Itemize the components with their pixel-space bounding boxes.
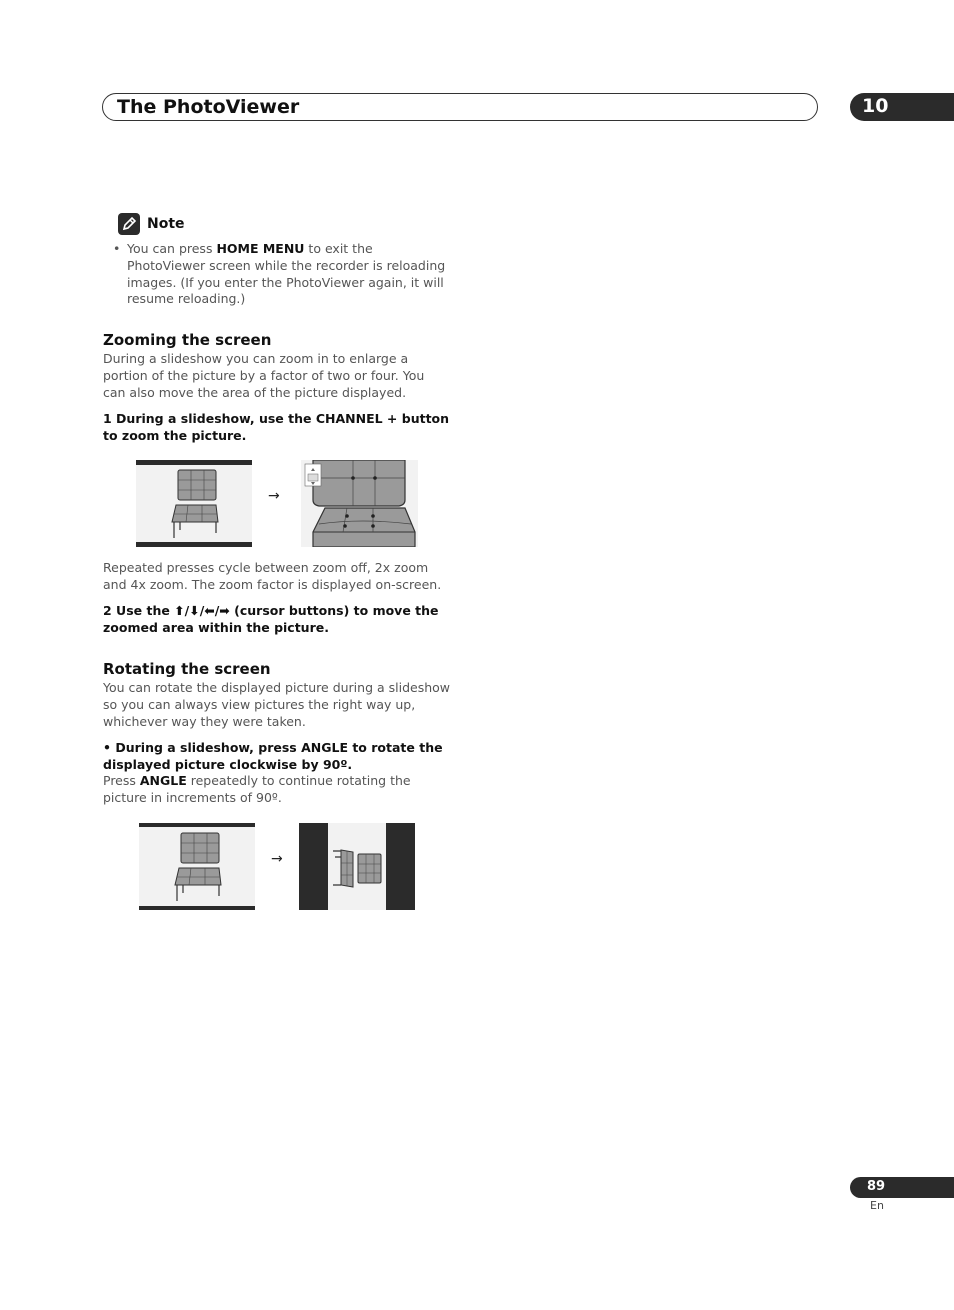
rotate-intro: You can rotate the displayed picture during a slideshow so you can always view pictures the right way up, whichever way they were taken. <box>103 680 451 729</box>
page-number-tab <box>850 1177 954 1198</box>
zoom-heading: Zooming the screen <box>103 331 272 349</box>
zoom-before-figure <box>136 460 252 547</box>
rotate-press-end: repeatedly to continue rotating the picture in increments of 90º. <box>103 773 411 805</box>
page-title: The PhotoViewer <box>117 96 300 118</box>
zoom-cycle-text: Repeated presses cycle between zoom off, 2x zoom and 4x zoom. The zoom factor is displayed on-screen. <box>103 560 442 592</box>
chapter-header <box>102 93 818 121</box>
rotate-heading: Rotating the screen <box>103 660 271 678</box>
rotate-key-angle: ANGLE <box>139 773 187 788</box>
rotate-press-start: Press <box>103 773 140 788</box>
chapter-number: 10 <box>862 95 889 117</box>
zoom-arrow: → <box>268 488 280 504</box>
zoom-intro: During a slideshow you can zoom in to enlarge a portion of the picture by a factor of two or four. You can also move the area of the picture displayed. <box>103 351 425 400</box>
rotate-press-text <box>103 773 450 807</box>
rotate-step: • During a slideshow, press ANGLE to rotate the displayed picture clockwise by 90º. <box>103 740 443 772</box>
note-text-end: to exit the PhotoViewer screen while the recorder is reloading images. (If you enter the PhotoViewer again, it will resume reloading.) <box>127 241 446 307</box>
note-label: Note <box>147 216 185 232</box>
zoom-step-2-start: 2 Use the <box>103 603 175 618</box>
page-number: 89 <box>867 1179 886 1194</box>
rotate-before-figure <box>139 823 255 910</box>
note-text <box>127 241 449 308</box>
page-language: En <box>870 1199 884 1212</box>
rotate-after-figure <box>299 823 415 910</box>
zoom-step-1: 1 During a slideshow, use the CHANNEL + button to zoom the picture. <box>103 411 450 443</box>
pencil-icon <box>118 213 140 235</box>
zoom-after-figure <box>301 460 418 547</box>
bullet-mark: • <box>113 241 121 256</box>
cursor-arrows-icon: ⬆/⬇/⬅/➡ <box>174 603 230 618</box>
note-key-home-menu: HOME MENU <box>216 241 305 256</box>
chapter-tab <box>850 93 954 121</box>
zoom-step-2 <box>103 603 450 637</box>
zoom-step-2-end: (cursor buttons) to move the zoomed area within the picture. <box>103 603 439 635</box>
rotate-arrow: → <box>271 851 283 867</box>
note-text-start: You can press <box>127 241 217 256</box>
